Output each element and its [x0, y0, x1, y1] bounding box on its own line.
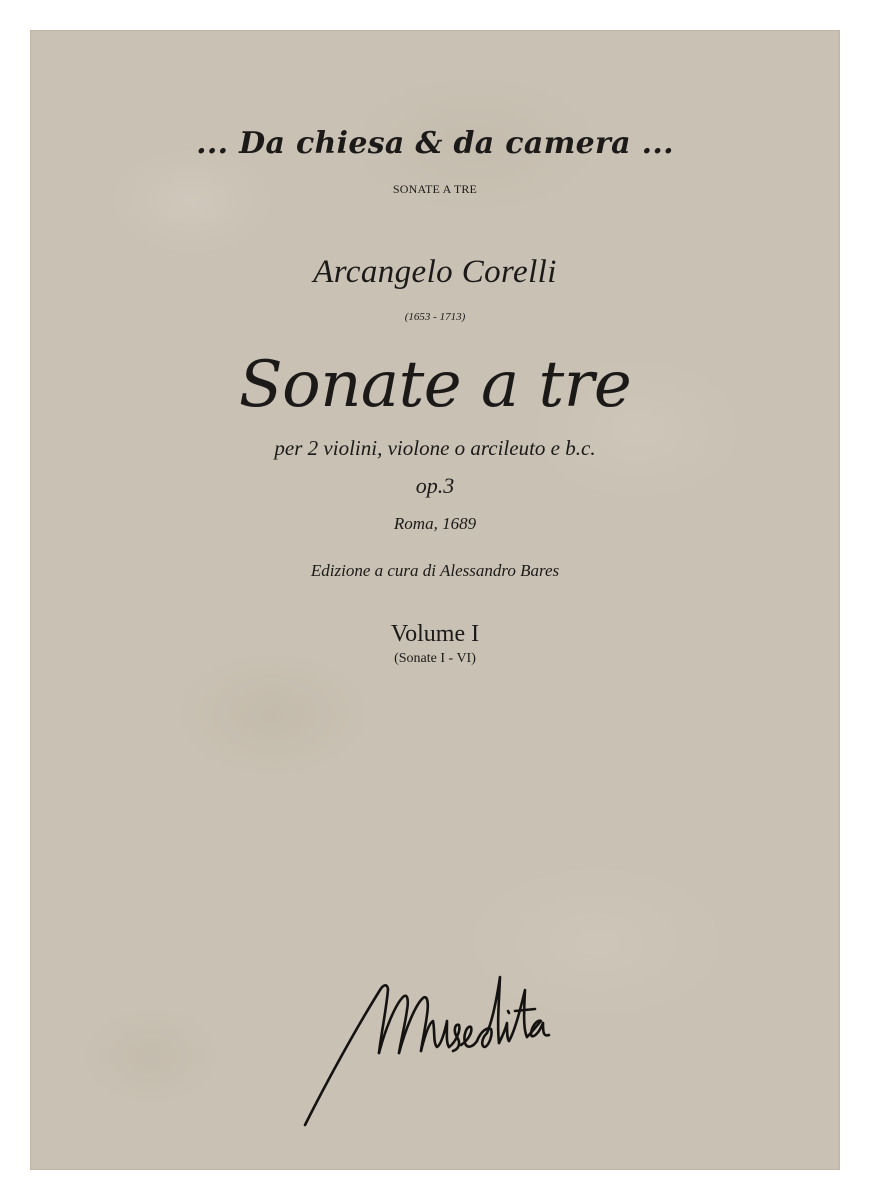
musedita-logo [295, 935, 595, 1135]
opus-number: op.3 [415, 473, 455, 498]
volume-contents: (Sonate I - VI) [394, 651, 476, 666]
composer-dates: (1653 - 1713) [404, 311, 466, 323]
series-subtitle: SONATE A TRE [392, 182, 478, 196]
instrumentation: per 2 violini, violone o arcileuto e b.c. [274, 436, 596, 460]
editor-credit: Edizione a cura di Alessandro Bares [310, 561, 560, 580]
work-title: Sonate a tre [238, 348, 632, 422]
volume-label: Volume I [390, 621, 480, 647]
place-year: Roma, 1689 [393, 514, 477, 533]
composer-name: Arcangelo Corelli [313, 254, 557, 290]
score-cover [30, 30, 840, 1170]
series-title: ... Da chiesa & da camera ... [196, 126, 674, 161]
